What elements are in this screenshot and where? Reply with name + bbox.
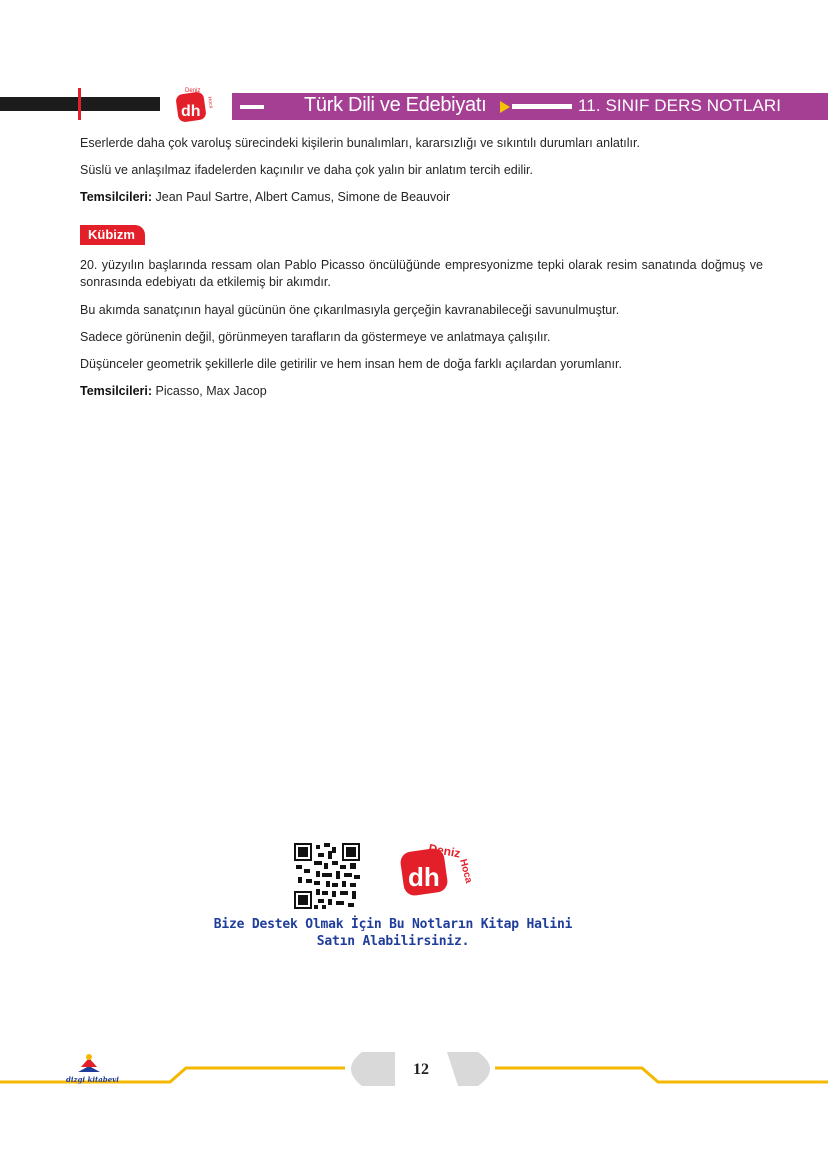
promo-logo-word2: Hoca	[457, 857, 475, 885]
section-paragraph-3: Sadece görünenin değil, görünmeyen tarafların da göstermeye ve anlatmaya çalışılır.	[80, 330, 551, 344]
promo-line-2: Satın Alabilirsiniz.	[316, 934, 470, 949]
section-title-badge: Kübizm	[80, 225, 145, 245]
section-paragraph-4: Düşünceler geometrik şekillerle dile getirilir ve hem insan hem de doğa farklı açılardan yorumlanır.	[80, 357, 622, 371]
qr-code-icon	[294, 843, 360, 909]
section-paragraph-1: 20. yüzyılın başlarında ressam olan Pablo Picasso öncülüğünde empresyonizme tepki olarak resim sanatında doğmuş ve sonrasında edebiyatı da etkilemiş bir akımdır.	[80, 258, 763, 289]
intro-paragraph-1: Eserlerde daha çok varoluş sürecindeki kişilerin bunalımları, kararsızlığı ve sıkıntılı durumları anlatılır.	[80, 136, 640, 150]
header-red-tick	[78, 88, 81, 120]
promo-line-1: Bize Destek Olmak İçin Bu Notların Kitap Halini	[213, 917, 573, 932]
logo-word1: Deniz	[185, 88, 201, 94]
promo-logo-word1: Deniz	[427, 841, 462, 861]
header-divider	[512, 104, 572, 109]
representatives-label: Temsilcileri:	[80, 190, 153, 204]
publisher-name: dizgi kitabevi	[66, 1075, 119, 1084]
logo-word2: Hoca	[206, 96, 214, 109]
subject-title: Türk Dili ve Edebiyatı	[304, 94, 487, 116]
representatives-value: Picasso, Max Jacop	[152, 384, 267, 398]
section-paragraph-2: Bu akımda sanatçının hayal gücünün öne çıkarılmasıyla gerçeğin kavranabileceği savunulmuştur.	[80, 303, 620, 317]
representatives-value: Jean Paul Sartre, Albert Camus, Simone de Beauvoir	[152, 190, 451, 204]
representatives-label: Temsilcileri:	[80, 384, 153, 398]
representatives-2	[80, 383, 763, 400]
representatives-1	[80, 189, 763, 206]
header-band	[232, 93, 828, 120]
arrow-icon	[500, 101, 510, 113]
deniz-hoca-promo-logo	[398, 838, 476, 902]
promo-logo-mark: dh	[408, 862, 440, 892]
page-number: 12	[413, 1061, 429, 1078]
promo-message	[210, 916, 576, 950]
header-dash	[240, 105, 264, 109]
intro-paragraph-2: Süslü ve anlaşılmaz ifadelerden kaçınılır ve daha çok yalın bir anlatım tercih edilir.	[80, 163, 534, 177]
deniz-hoca-logo	[175, 85, 217, 125]
logo-mark: dh	[181, 103, 201, 120]
class-label: 11. SINIF DERS NOTLARI	[578, 96, 782, 115]
publisher-logo-icon	[74, 1052, 104, 1074]
